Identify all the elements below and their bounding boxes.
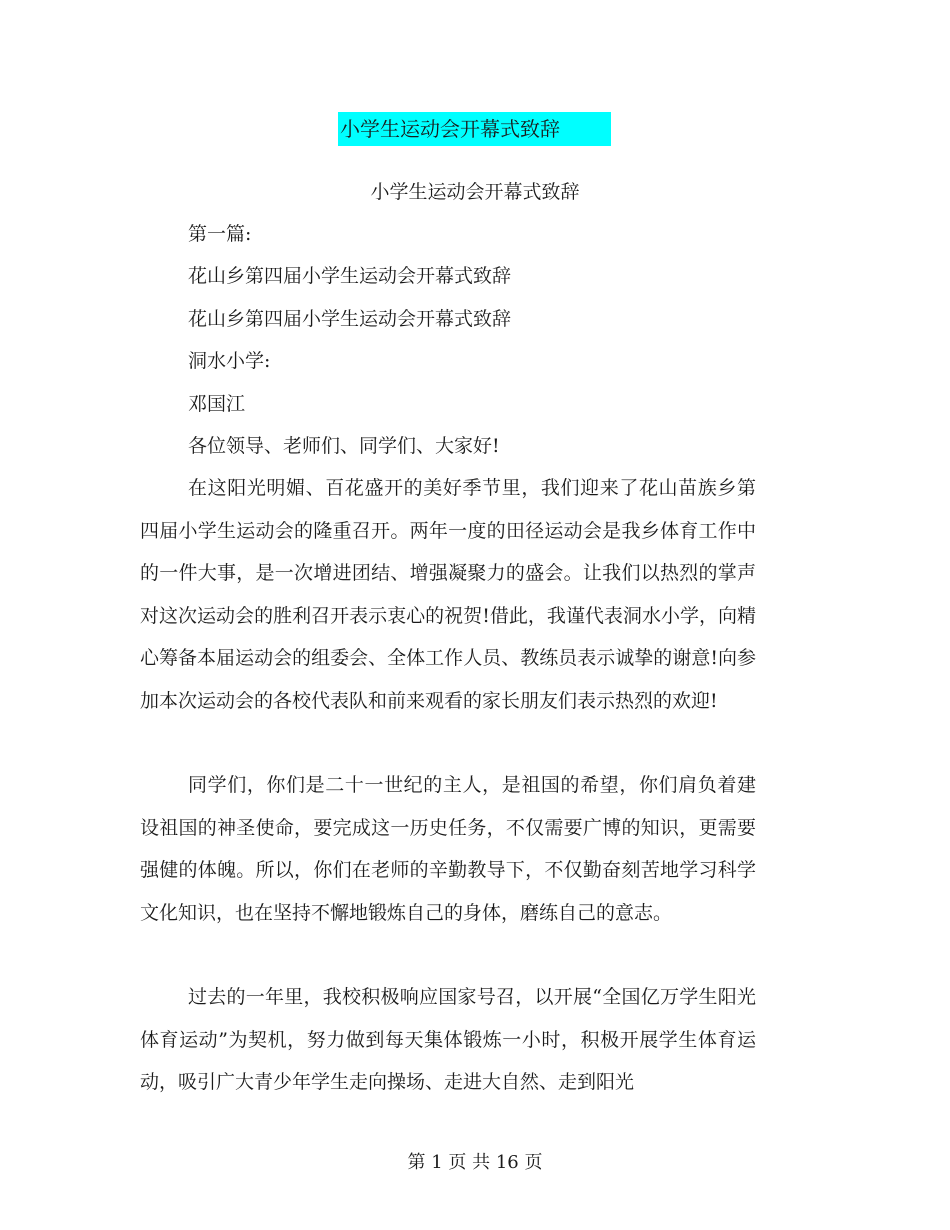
- page-number-footer: 第 1 页 共 16 页: [407, 1152, 543, 1173]
- event-title-line: 花山乡第四届小学生运动会开幕式致辞: [188, 308, 512, 330]
- event-title-line: 花山乡第四届小学生运动会开幕式致辞: [188, 265, 512, 287]
- body-paragraph: 过去的一年里，我校积极响应国家号召，以开展“全国亿万学生阳光体育运动”为契机，努力做到每天集体锻炼一小时，积极开展学生体育运动，吸引广大青少年学生走向操场、走进大自然、走到阳光: [140, 986, 756, 1093]
- school-name: 洞水小学:: [188, 350, 271, 372]
- greeting-line: 各位领导、老师们、同学们、大家好!: [188, 435, 500, 457]
- body-paragraph: 在这阳光明媚、百花盛开的美好季节里，我们迎来了花山苗族乡第四届小学生运动会的隆重召开。两年一度的田径运动会是我乡体育工作中的一件大事，是一次增进团结、增强凝聚力的盛会。让我们以热烈的掌声对这次运动会的胜利召开表示衷心的祝贺!借此，我谨代表洞水小学，向精心筹备本届运动会的组委会、全体工作人员、教练员表示诚挚的谢意!向参加本次运动会的各校代表队和前来观看的家长朋友们表示热烈的欢迎!: [140, 477, 756, 712]
- highlighted-title: 小学生运动会开幕式致辞: [338, 112, 611, 146]
- document-subtitle: 小学生运动会开幕式致辞: [370, 181, 580, 203]
- body-paragraph: 同学们，你们是二十一世纪的主人，是祖国的希望，你们肩负着建设祖国的神圣使命，要完成这一历史任务，不仅需要广博的知识，更需要强健的体魄。所以，你们在老师的辛勤教导下，不仅勤奋刻苦地学习科学文化知识，也在坚持不懈地锻炼自己的身体，磨练自己的意志。: [140, 774, 756, 924]
- author-name: 邓国江: [188, 393, 246, 415]
- section-label: 第一篇:: [188, 223, 252, 245]
